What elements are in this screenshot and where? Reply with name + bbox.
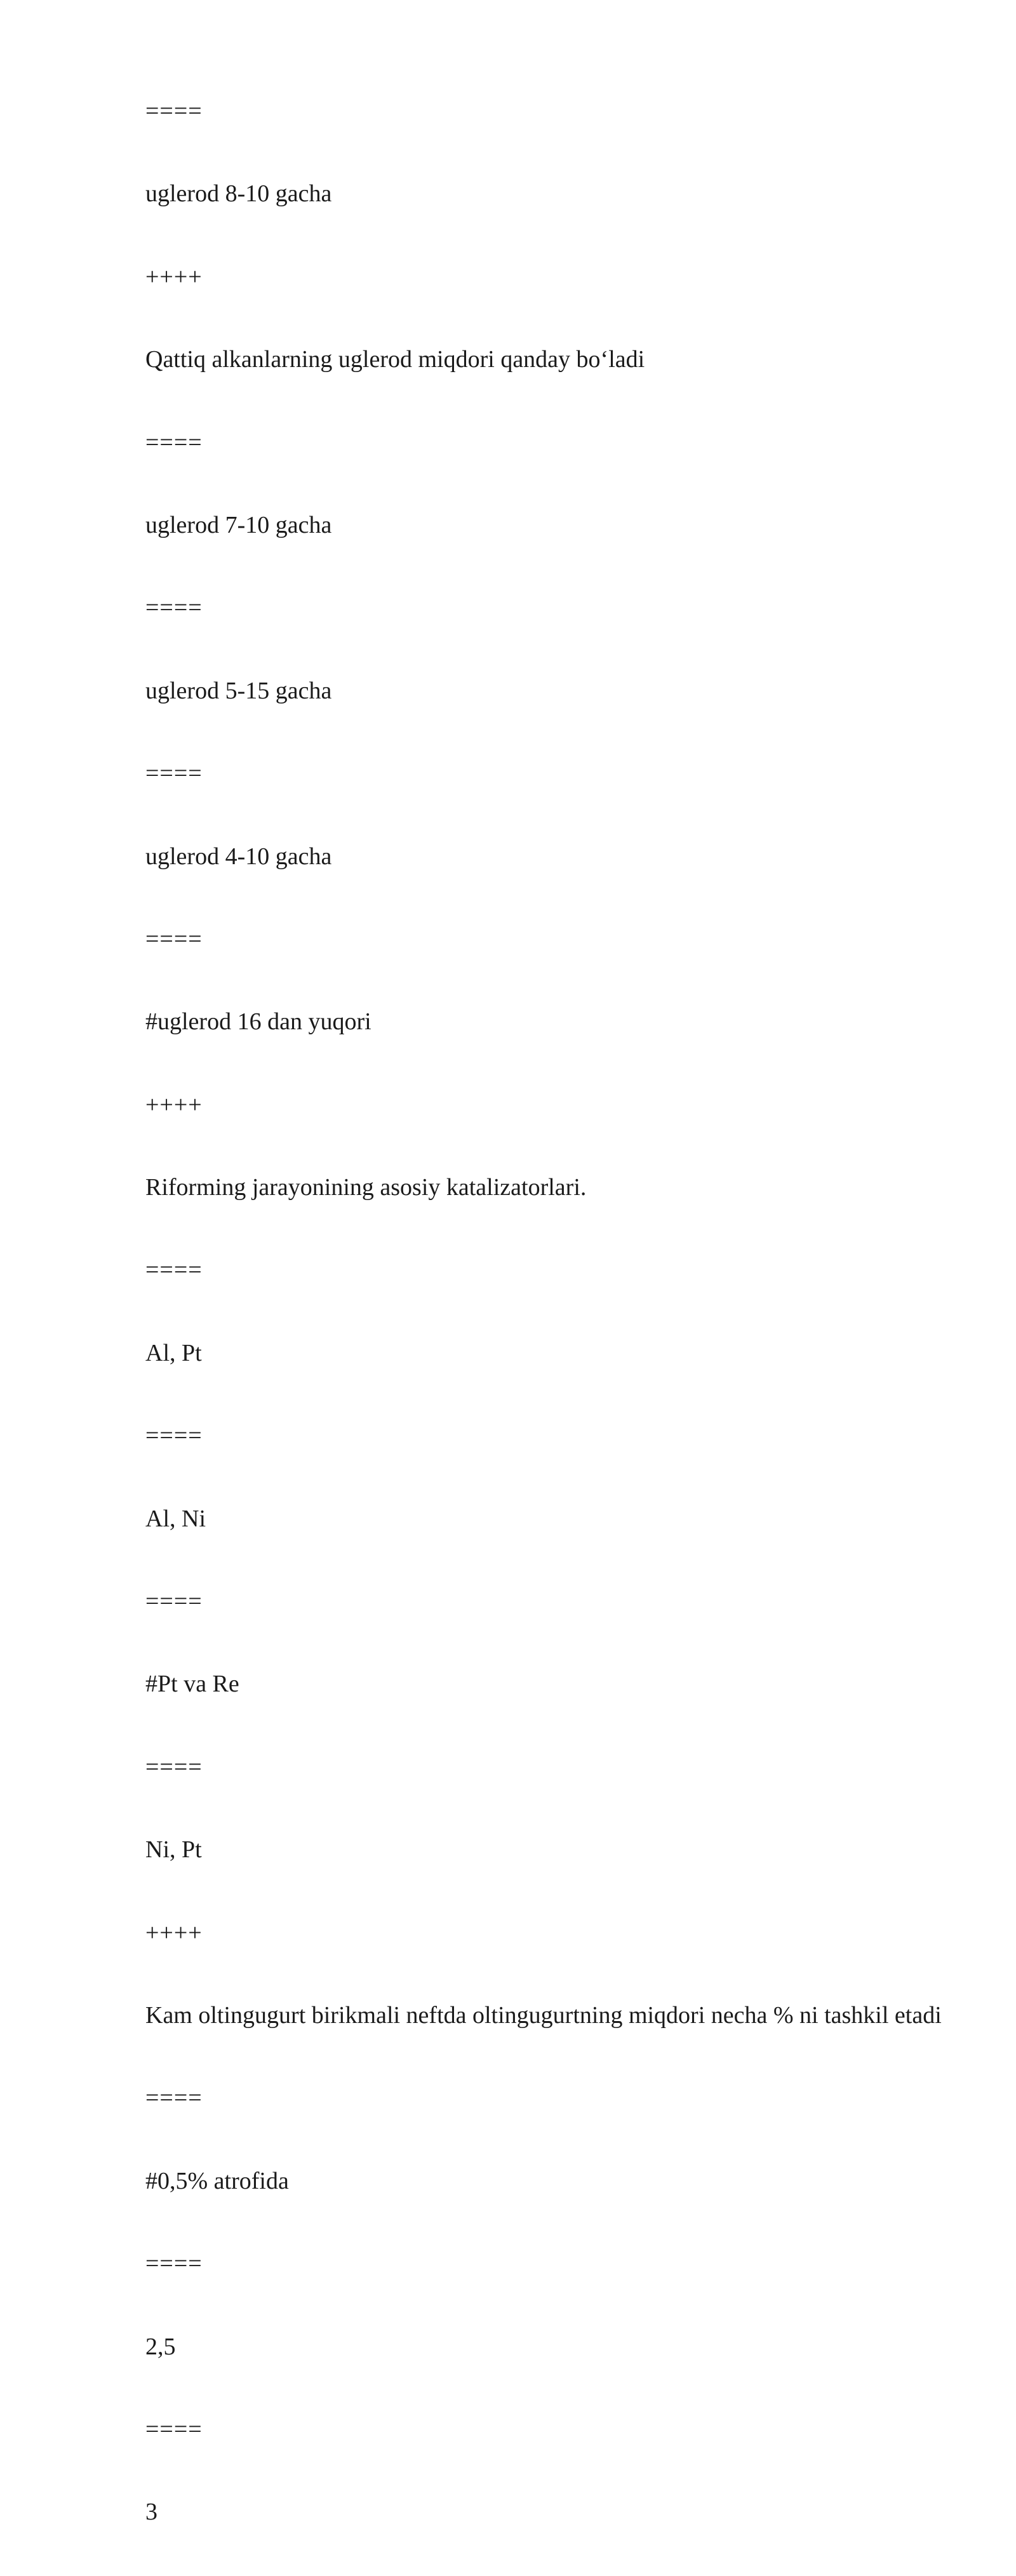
answer-separator: ====	[145, 2085, 203, 2112]
answer-separator: ====	[145, 2415, 203, 2443]
answer-option: Al, Ni	[145, 1505, 206, 1532]
answer-separator: ====	[145, 2250, 203, 2278]
answer-option: 3	[145, 2499, 157, 2526]
answer-option: uglerod 7-10 gacha	[145, 511, 332, 538]
document-body	[145, 92, 971, 2576]
correct-answer-option: #0,5% atrofida	[145, 2167, 289, 2194]
answer-separator: ====	[145, 1257, 203, 1284]
question-separator: ++++	[145, 1919, 203, 1946]
answer-separator: ====	[145, 594, 203, 622]
answer-option: uglerod 8-10 gacha	[145, 180, 332, 208]
answer-option: uglerod 5-15 gacha	[145, 677, 332, 704]
answer-option: Al, Pt	[145, 1339, 202, 1366]
answer-separator: ====	[145, 429, 203, 456]
answer-separator: ====	[145, 1588, 203, 1615]
question-text: Kam oltingugurt birikmali neftda oltingugurtning miqdori necha % ni tashkil etadi	[145, 2001, 942, 2029]
answer-separator: ====	[145, 1753, 203, 1780]
question-text: Riforming jarayonining asosiy katalizatorlari.	[145, 1174, 587, 1201]
question-separator: ++++	[145, 263, 203, 290]
answer-option: Ni, Pt	[145, 1836, 202, 1864]
answer-option: 2,5	[145, 2333, 176, 2360]
answer-separator: ====	[145, 98, 203, 124]
correct-answer-option: #uglerod 16 dan yuqori	[145, 1008, 371, 1036]
answer-separator: ====	[145, 1422, 203, 1450]
answer-separator: ====	[145, 760, 203, 787]
question-text: Qattiq alkanlarning uglerod miqdori qanday bo‘ladi	[145, 346, 645, 373]
question-separator: ++++	[145, 1091, 203, 1118]
answer-option: uglerod 4-10 gacha	[145, 843, 332, 870]
correct-answer-option: #Pt va Re	[145, 1671, 239, 1698]
answer-separator: ====	[145, 925, 203, 952]
